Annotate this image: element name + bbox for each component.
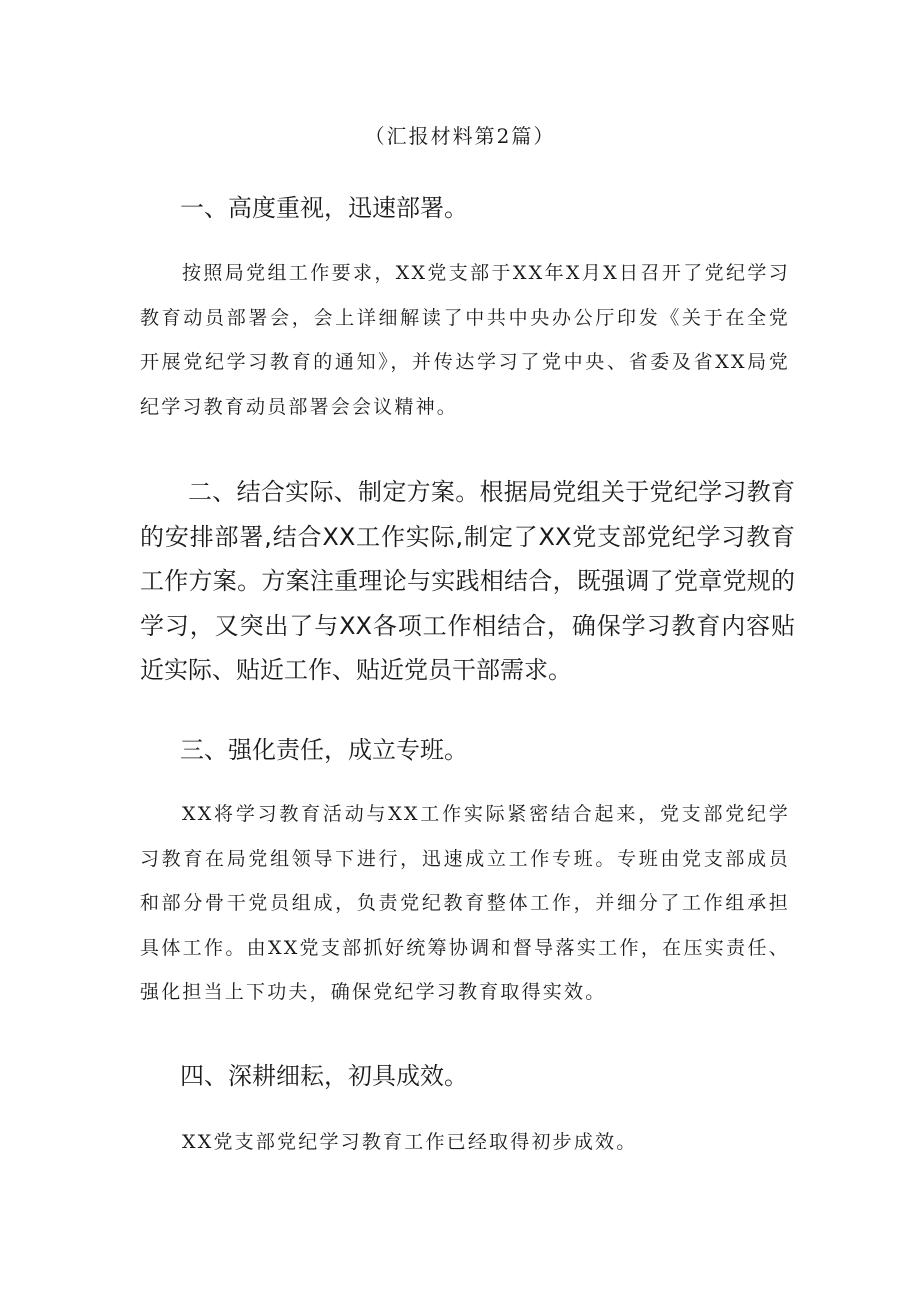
section-2-paragraph: 二、结合实际、制定方案。根据局党组关于党纪学习教育的安排部署,结合XX工作实际,制定了XX党支部党纪学习教育工作方案。方案注重理论与实践相结合，既强调了党章党规的学习，又突出了与XX各项工作相结合，确保学习教育内容贴近实际、贴近工作、贴近党员干部需求。 — [140, 478, 795, 684]
document-title: （汇报材料第2篇） — [364, 124, 556, 148]
section-1-paragraph: 按照局党组工作要求，XX党支部于XX年X月X日召开了党纪学习教育动员部署会，会上详细解读了中共中央办公厅印发《关于在全党开展党纪学习教育的通知》，并传达学习了党中央、省委及省XX局党纪学习教育动员部署会会议精神。 — [140, 262, 790, 418]
section-1-heading: 一、高度重视，迅速部署。 — [180, 194, 468, 222]
section-4-paragraph: XX党支部党纪学习教育工作已经取得初步成效。 — [182, 1131, 638, 1153]
section-4-heading: 四、深耕细耘，初具成效。 — [180, 1062, 468, 1090]
section-3-paragraph: XX将学习教育活动与XX工作实际紧密结合起来，党支部党纪学习教育在局党组领导下进行，迅速成立工作专班。专班由党支部成员和部分骨干党员组成，负责党纪教育整体工作，并细分了工作组承担具体工作。由XX党支部抓好统筹协调和督导落实工作，在压实责任、强化担当上下功夫，确保党纪学习教育取得实效。 — [140, 803, 790, 1003]
section-3-heading: 三、强化责任，成立专班。 — [180, 736, 468, 764]
